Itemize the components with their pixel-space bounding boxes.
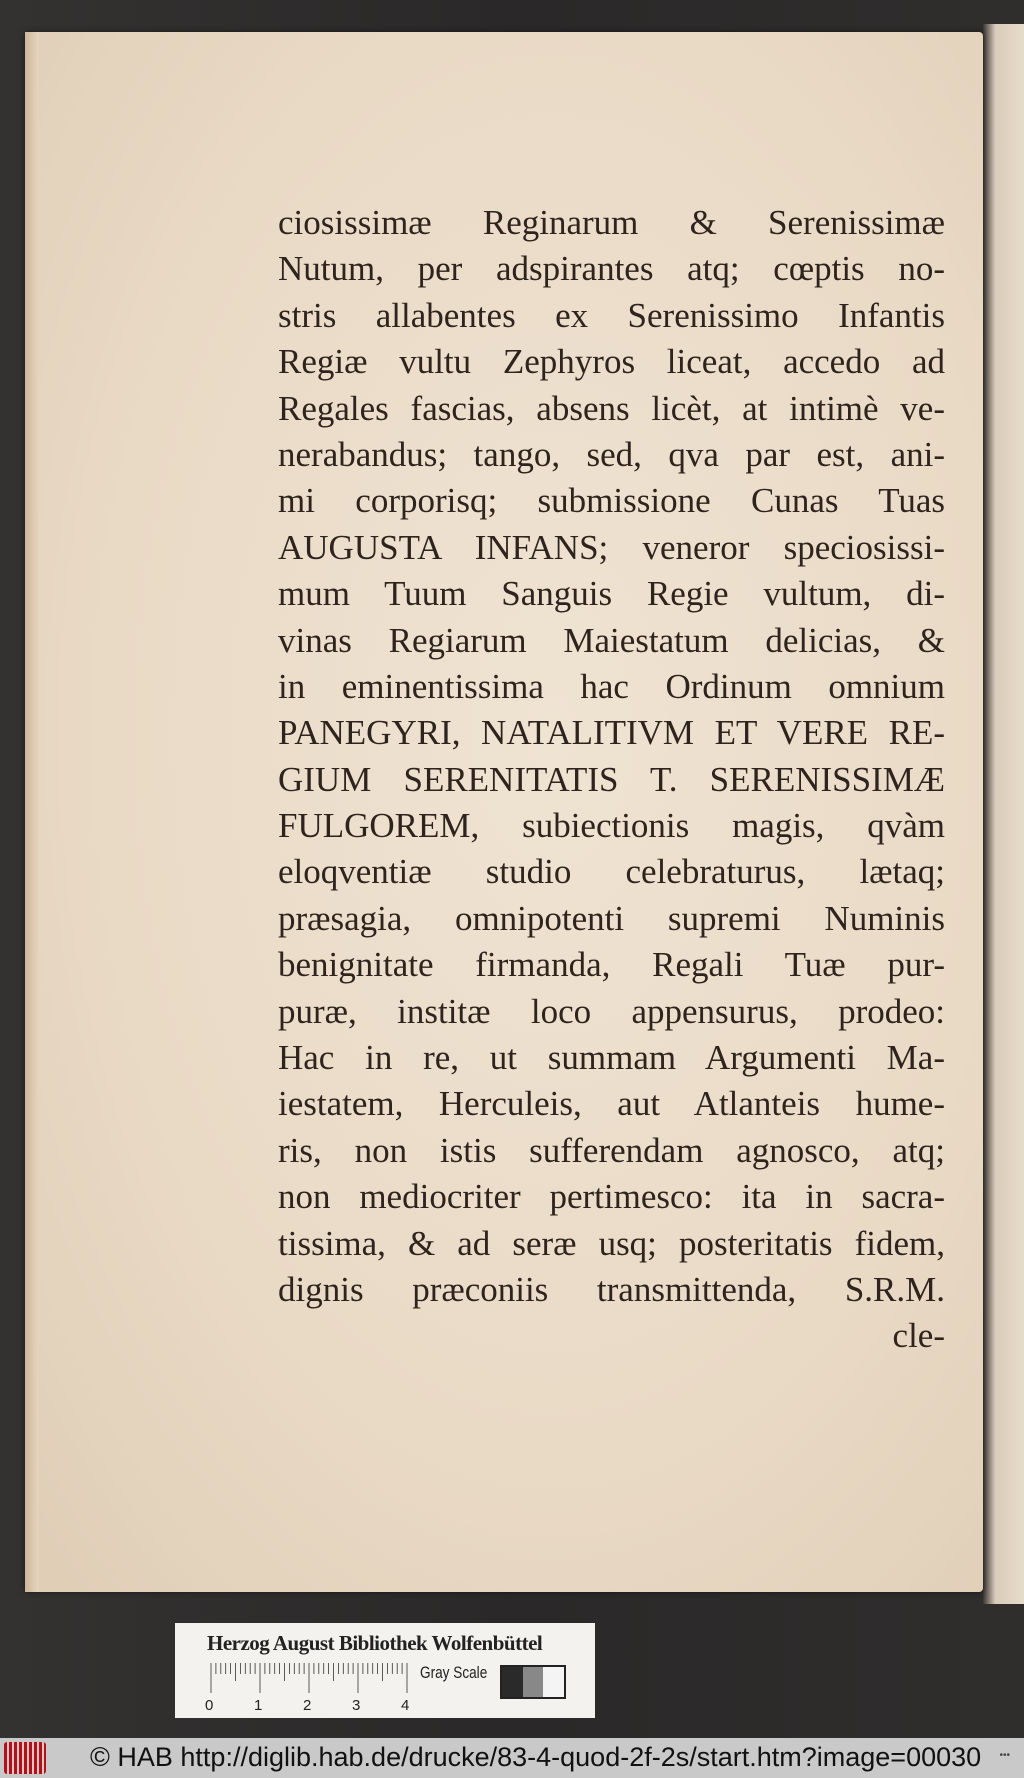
hab-logo-icon xyxy=(4,1742,46,1774)
text-line: mum Tuum Sanguis Regie vultum, di- xyxy=(278,574,945,614)
gray-scale-swatch xyxy=(500,1665,566,1699)
gray-scale-label: Gray Scale xyxy=(420,1663,488,1682)
text-line: GIUM SERENITATIS T. SERENISSIMÆ xyxy=(278,759,945,799)
scale-number: 4 xyxy=(401,1697,410,1714)
text-line: FULGOREM, subiectionis magis, qvàm xyxy=(278,806,945,846)
text-line: mi corporisq; submissione Cunas Tuas xyxy=(278,481,945,521)
text-line: dignis præconiis transmittenda, S.R.M. xyxy=(278,1269,945,1309)
scale-number: 2 xyxy=(303,1697,312,1714)
text-line: ciosissimæ Reginarum & Serenissimæ xyxy=(278,203,945,242)
text-line: eloqventiæ studio celebraturus, lætaq; xyxy=(278,852,945,892)
catchword: cle- xyxy=(892,1316,945,1356)
text-line: Regiæ vultu Zephyros liceat, accedo ad xyxy=(278,342,945,382)
text-line: puræ, institæ loco appensurus, prodeo: xyxy=(278,991,945,1031)
ruler-scale xyxy=(209,1663,409,1693)
library-name: Herzog August Bibliothek Wolfenbüttel xyxy=(207,1631,543,1655)
text-line: vinas Regiarum Maiestatum delicias, & xyxy=(278,620,945,660)
text-line: Nutum, per adspirantes atq; cœptis no- xyxy=(278,249,945,289)
text-line: Regales fascias, absens licèt, at intimè ve- xyxy=(278,388,945,428)
text-line: in eminentissima hac Ordinum omnium xyxy=(278,666,945,706)
text-line: Hac in re, ut summam Argumenti Ma- xyxy=(278,1038,945,1078)
footer-bar xyxy=(0,1738,1024,1778)
scale-number: 1 xyxy=(254,1697,263,1714)
more-icon[interactable]: ••• xyxy=(999,1750,1010,1761)
adjacent-page-edge xyxy=(983,24,1024,1604)
copyright-url[interactable]: © HAB http://diglib.hab.de/drucke/83-4-quod-2f-2s/start.htm?image=00030 xyxy=(90,1742,982,1772)
scale-number: 0 xyxy=(205,1697,214,1714)
text-line: non mediocriter pertimesco: ita in sacra- xyxy=(278,1177,945,1217)
text-line: iestatem, Herculeis, aut Atlanteis hume- xyxy=(278,1084,945,1124)
text-line: stris allabentes ex Serenissimo Infantis xyxy=(278,295,945,335)
text-line: AUGUSTA INFANS; veneror speciosissi- xyxy=(278,527,945,567)
color-calibration-card xyxy=(175,1623,595,1718)
text-line: tissima, & ad seræ usq; posteritatis fidem, xyxy=(278,1223,945,1263)
text-line: præsagia, omnipotenti supremi Numinis xyxy=(278,898,945,938)
scale-number: 3 xyxy=(352,1697,361,1714)
page-text xyxy=(278,200,945,1360)
page-gutter xyxy=(25,32,39,1592)
text-line: nerabandus; tango, sed, qva par est, ani- xyxy=(278,434,945,474)
text-line: ris, non istis sufferendam agnosco, atq; xyxy=(278,1130,945,1170)
text-line: PANEGYRI, NATALITIVM ET VERE RE- xyxy=(278,713,945,753)
text-line: benignitate firmanda, Regali Tuæ pur- xyxy=(278,945,945,985)
